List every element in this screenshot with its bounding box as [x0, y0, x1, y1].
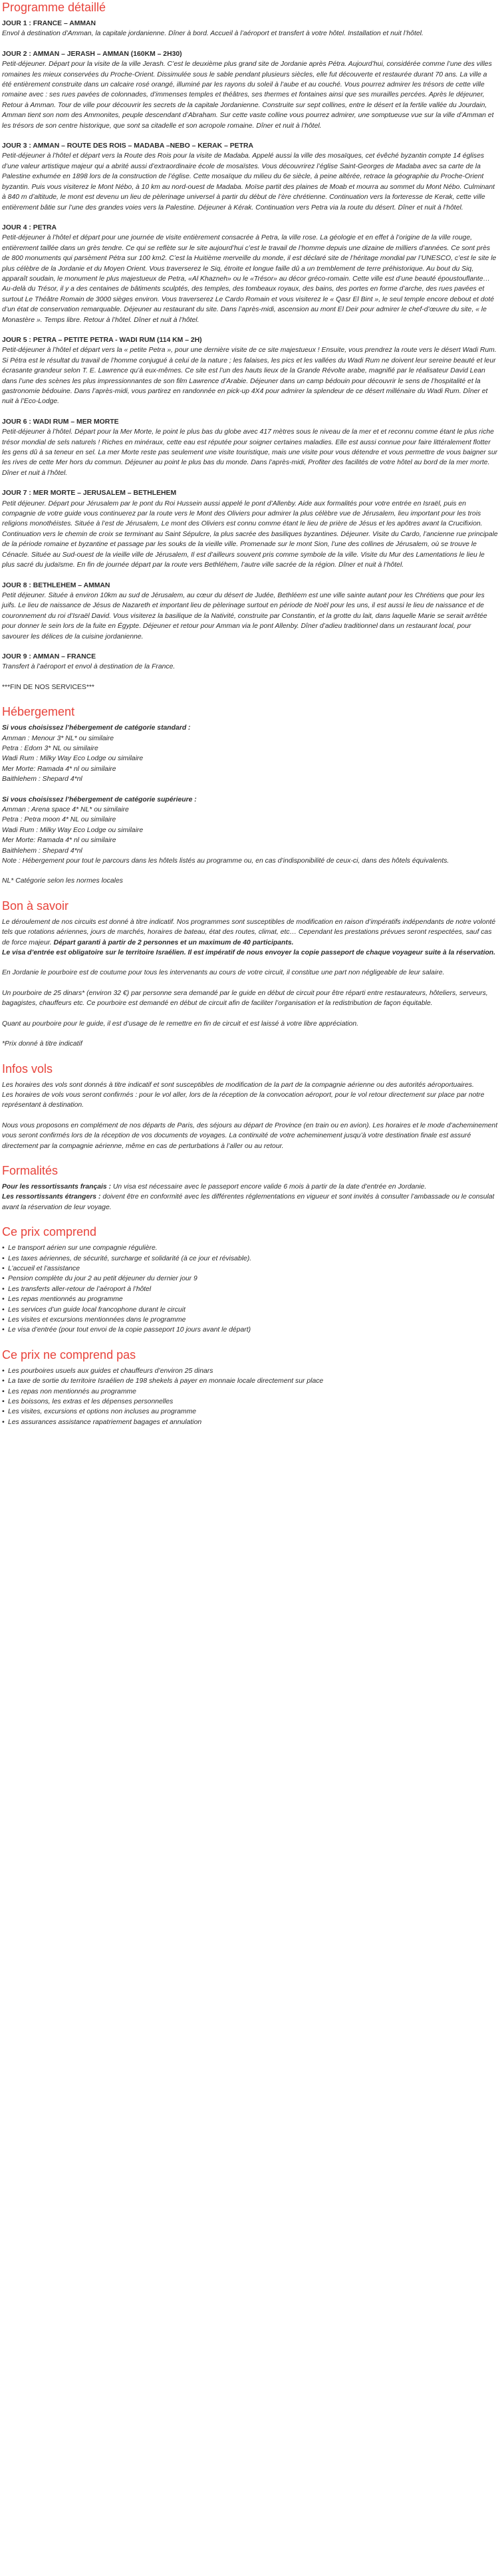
- day-description: Transfert à l’aéroport et envol à destination de la France.: [2, 663, 176, 671]
- hebergement-section: [2, 704, 498, 887]
- day-block: [2, 488, 498, 570]
- infos-vols-section: [2, 1062, 498, 1151]
- list-item: • Les assurances assistance rapatriement bagages et annulation: [2, 1417, 498, 1427]
- formalites-title: Formalités: [2, 1163, 59, 1177]
- day-description: Petit-déjeuner à l’hôtel et départ vers la Route des Rois pour la visite de Madaba. Appelé aussi la ville des mosaïques, cet évêché byzantin compte 14 églises d’une valeur artistique majeur qui a abrité aussi d’extraordinaire école de mosaïstes. Vous découvrirez l’église Saint-Georges de Madaba avec sa carte de la Palestine exhumée en 1898 lors de la construction de l’église. Cette mosaïque du milieu du 6e siècle, à peine altérée, retrace la géographie du Proche-Orient byzantin. Puis vous visiterez le Mont Nébo, à 10 km au nord-ouest de Madaba. Moïse partit des plaines de Moab et mourra au sommet du Mont Nébo. Culminant à 840 m d’altitude, le mont est devenu un lieu de pèlerinage universel à partir du début de l’ère chrétienne. Continuation vers la forteresse de Kerak, cette ville entièrement bâtie sur l’une des grandes voies vers la Palestine. Déjeuner à Kérak. Continuation vers Petra via la route du désert. Dîner et nuit à l’hôtel.: [2, 152, 495, 212]
- day-title: JOUR 1 : FRANCE – AMMAN: [2, 20, 96, 27]
- bon-savoir-p2: En Jordanie le pourboire est de coutume pour tous les intervenants au cours de votre circuit, il constitue une part non négligeable de leur salaire.: [2, 969, 445, 977]
- day-description: Petit-déjeuner à l’hôtel. Départ pour la Mer Morte, le point le plus bas du globe avec 417 mètres sous le niveau de la mer et et reconnu comme étant le plus riche trésor mondial de sels naturels ! Riches en minéraux, cette eau est réputée pour soigner certaines maladies. Elle est aussi connue pour faire littéralement flotter les gens dû à sa teneur en sel. La mer Morte reste pas seulement une visite touristique, mais une visite pour vous détendre et vous permettre de vous baigner sur les rives de cette Mer hors du commun. Déjeuner au point le plus bas du monde. Dans l’après-midi, Profiter des facilités de votre hôtel au bord de la mer morte. Dîner et nuit à l’hôtel.: [2, 428, 498, 477]
- formalites-etrangers-text: doivent être en conformité avec les différentes réglementations en vigueur et sont invités à consulter l’ambassade ou le consulat avant la réservation de leur voyage.: [2, 1193, 495, 1211]
- hotel-line: Amman : Arena space 4* NL* ou similaire: [2, 806, 129, 813]
- day-description: Petit déjeuner. Située à environ 10km au sud de Jérusalem, au cœur du désert de Judée, Bethléem est une ville sainte autant pour les Chrétiens que pour les juifs. Le lieu de naissance de Jésus de Nazareth et important lieu de pèlerinage surtout en période de Noël pour les uns, il est aussi le lieu de naissance et de couronnement du roi d’Israël David. Vous visiterez la basilique de la Nativité, construite par Constantin, et la grotte du lait, dans laquelle Marie se serait arrêtée pour donner le sein lors de la fuite en Égypte. Déjeuner et retour pour Amman via le pont Allenby. Dîner d’adieu traditionnel dans un restaurant local, pour savourer les délices de la cuisine jordanienne.: [2, 591, 487, 641]
- hebergement-note: Note : Hébergement pour tout le parcours dans les hôtels listés au programme ou, en cas d’indisponibilité de ceux-ci, dans des hôtels équivalents.: [2, 857, 449, 865]
- formalites-francais-text: Un visa est nécessaire avec le passeport encore valide 6 mois à partir de la date d’entrée en Jordanie.: [112, 1183, 427, 1191]
- infos-vols-p2: Nous vous proposons en complément de nos départs de Paris, des séjours au départ de Province (en train ou en avion). Les horaires et le mode d’acheminement vous seront confirmés lors de la réception de vos documents de voyages. La continuité de votre acheminement jusqu’à votre destination finale est assuré directement par la compagnie aérienne, même en cas de perturbations à l’aller ou au retour.: [2, 1121, 498, 1150]
- programme-title: Programme détaillé: [2, 1, 106, 14]
- hotel-line: Petra : Petra moon 4* NL ou similaire: [2, 816, 116, 824]
- list-item: • Les visites, excursions et options non incluses au programme: [2, 1407, 498, 1417]
- formalites-francais-label: Pour les ressortissants français :: [2, 1183, 112, 1191]
- ne-comprend-list: [2, 1366, 498, 1427]
- day-block: [2, 49, 498, 131]
- list-item: • Les repas mentionnés au programme: [2, 1294, 498, 1304]
- hotel-line: Wadi Rum : Milky Way Eco Lodge ou similaire: [2, 755, 144, 763]
- infos-vols-p1b: Les horaires de vols vous seront confirmés : pour le vol aller, lors de la réception de la convocation aéroport, pour le vol retour directement sur place par notre représentant à destination.: [2, 1091, 485, 1109]
- bon-savoir-p5: *Prix donné à titre indicatif: [2, 1040, 82, 1048]
- superieure-title: Si vous choisissez l’hébergement de catégorie supérieure :: [2, 795, 197, 803]
- ne-comprend-title: Ce prix ne comprend pas: [2, 1348, 136, 1361]
- list-item: • Les visites et excursions mentionnées dans le programme: [2, 1315, 498, 1325]
- nl-note: NL* Catégorie selon les normes locales: [2, 877, 123, 885]
- list-item: • Le transport aérien sur une compagnie régulière.: [2, 1243, 498, 1253]
- infos-vols-p1: [2, 1080, 498, 1111]
- comprend-list: [2, 1243, 498, 1336]
- list-item: • L’accueil et l’assistance: [2, 1264, 498, 1274]
- bon-savoir-intro: [2, 917, 498, 958]
- list-item: • La taxe de sortie du territoire Israélien de 198 shekels à payer en monnaie locale directement sur place: [2, 1376, 498, 1386]
- list-item: • Les repas non mentionnés au programme: [2, 1387, 498, 1397]
- day-description: Petit-déjeuner à l’hôtel et départ pour une journée de visite entièrement consacrée à Petra, la ville rose. La géologie et en effet à l’origine de la ville rouge, entièrement taillée dans un grès tendre. Ce qui se reflète sur le site aujourd’hui c’est le travail de l’homme depuis une dizaine de milliers d’années. Ce sont près de 800 monuments qui parsèment Pétra sur 100 km2. C’est la Huitième merveille du monde, il est déclaré site de l’héritage mondial par l’UNESCO, c’est le site le plus célèbre de la Jordanie et du Moyen Orient. Vous traverserez le Siq, étroite et longue faille dû a un tremblement de terre préhistorique. Au bout du Siq, apparaît soudain, le monument le plus majestueux de Petra, «Al Khazneh» ou le «Trésor» au décor gréco-romain. Cette ville est d’une beauté époustouflante… Au-delà du Trésor, il y a des centaines de bâtiments sculptés, des temples, des tombeaux royaux, des bains, des portes en forme d’arche, des rues pavées et surtout Le Théâtre Romain de 3000 sièges environ. Vous traverserez Le Cardo Romain et vous visiterez le « Qasr El Bint », le seul temple encore debout et doté d’un état de conservation remarquable. Déjeuner au restaurant du site. Dans l’après-midi, ascension au mont El Deir pour admirer le chef-d’œuvre du site, « le Monastère ». Temps libre. Retour à l’hôtel. Dîner et nuit à l’hôtel.: [2, 234, 497, 324]
- list-item: • Les pourboires usuels aux guides et chauffeurs d’environ 25 dinars: [2, 1366, 498, 1376]
- day-title: JOUR 5 : PETRA – PETITE PETRA - WADI RUM (114 KM – 2H): [2, 336, 202, 344]
- day-description: Envol à destination d’Amman, la capitale jordanienne. Dîner à bord. Accueil à l’aéroport et transfert à votre hôtel. Installation et nuit l’hôtel.: [2, 30, 424, 38]
- day-title: JOUR 6 : WADI RUM – MER MORTE: [2, 418, 119, 426]
- end-of-services: ***FIN DE NOS SERVICES***: [2, 683, 94, 691]
- day-title: JOUR 8 : BETHLEHEM – AMMAN: [2, 581, 110, 589]
- list-item: • Pension complète du jour 2 au petit déjeuner du dernier jour 9: [2, 1274, 498, 1284]
- hotel-line: Baithlehem : Shepard 4*nl: [2, 776, 82, 784]
- hotel-line: Wadi Rum : Milky Way Eco Lodge ou similaire: [2, 826, 144, 834]
- programme-section: [2, 0, 498, 692]
- day-description: Petit-déjeuner. Départ pour la visite de la ville Jerash. C’est le deuxième plus grand site de Jordanie après Pétra. Aujourd’hui, considérée comme l’une des villes romaines les mieux conservées du Proche-Orient. Dissimulée sous le sable pendant plusieurs siècles, elle fut découverte et restaurée durant 70 ans. La ville a été entièrement construite dans un calcaire rosé orangé, illuminé par les rayons du soleil à l’aube et au couché. Vous pourrez admirer les trésors de cette ville romaine avec : ses rues pavées de colonnades, d’immenses temples et théâtres, ses thermes et fontaines ainsi que ses murailles percées. Après le déjeuner, Retour à Amman. Tour de ville pour découvrir les secrets de la capitale Jordanienne. Construite sur sept collines, entre le désert et la fertile vallée du Jourdain, Amman tient son nom des Ammonites, peuple descendant d’Abraham. Sur cette vaste colline vous pourrez admirer, une somptueuse vue sur la ville d’Amman et les trésors de son centre historique, que sont sa citadelle et son acropole romaine. Dîner et nuit à l’hôtel.: [2, 61, 494, 130]
- infos-vols-p1a: Les horaires des vols sont donnés à titre indicatif et sont susceptibles de modification de la part de la compagnie aérienne ou des autorités aéroportuaires.: [2, 1081, 474, 1089]
- list-item: • Les taxes aériennes, de sécurité, surcharge et solidarité (à ce jour et révisable).: [2, 1254, 498, 1264]
- standard-block: [2, 723, 498, 784]
- list-item: • Les services d’un guide local francophone durant le circuit: [2, 1305, 498, 1315]
- bon-savoir-p4: Quant au pourboire pour le guide, il est d’usage de le remettre en fin de circuit et est laissé à votre libre appréciation.: [2, 1020, 359, 1028]
- infos-vols-title: Infos vols: [2, 1062, 53, 1075]
- hotel-line: Petra : Edom 3* NL ou similaire: [2, 744, 98, 752]
- hotel-line: Mer Morte: Ramada 4* nl ou similaire: [2, 837, 116, 845]
- day-description: Petit déjeuner. Départ pour Jérusalem par le pont du Roi Hussein aussi appelé le pont d’Allenby. Aide aux formalités pour votre entrée en Israël, puis en compagnie de votre guide vous continuerez par la route vers le Mont des Oliviers pour admirer la plus célèbre vue de Jérusalem, lieu important pour les trois religions monothéistes. Située à l’est de Jérusalem, Le mont des Oliviers est connu comme étant le lieu de prière de Jésus et les apôtres avant la Crucifixion. Continuation vers le chemin de croix se terminant au Saint Sépulcre, la plus sacrée des basiliques byzantines. Déjeuner. Visite du Cardo, l’ancienne rue principale de la période romaine et byzantine et passage par les souks de la vieille ville. Promenade sur le mont Sion, l’une des collines de Jérusalem, où se trouve le Cénacle. Située au Sud-ouest de la vieille ville de Jérusalem, Il est d’ailleurs souvent pris comme symbole de la ville. Visite du Mur des Lamentations le lieu le plus sacré du judaïsme. En fin de journée départ par la route vers Bethléhem, l’autre ville sacrée de la région. Dîner et nuit à l’hôtel.: [2, 500, 498, 569]
- day-block: [2, 19, 498, 39]
- standard-title: Si vous choisissez l’hébergement de catégorie standard :: [2, 724, 191, 732]
- superieure-block: [2, 795, 498, 867]
- day-block: [2, 652, 498, 672]
- day-block: [2, 141, 498, 213]
- day-title: JOUR 4 : PETRA: [2, 223, 57, 231]
- day-title: JOUR 7 : MER MORTE – JERUSALEM – BETHLEHEM: [2, 490, 177, 498]
- depart-garanti: Départ garanti à partir de 2 personnes et un maximum de 40 participants.: [53, 938, 294, 946]
- comprend-section: [2, 1224, 498, 1336]
- hotel-line: Mer Morte: Ramada 4* nl ou similaire: [2, 765, 116, 773]
- formalites-text: [2, 1182, 498, 1213]
- hotel-line: Amman : Menour 3* NL* ou similaire: [2, 734, 114, 742]
- programme-days: [2, 19, 498, 672]
- comprend-title: Ce prix comprend: [2, 1225, 97, 1239]
- standard-hotel-list: [2, 734, 498, 785]
- superieure-hotel-list: [2, 805, 498, 856]
- formalites-etrangers-label: Les ressortissants étrangers :: [2, 1193, 101, 1201]
- day-description: Petit-déjeuner à l’hôtel et départ vers la « petite Petra », pour une dernière visite de ce site majestueux ! Ensuite, vous prendrez la route vers le désert Wadi Rum. Si Pétra est le résultat du travail de l’homme conjugué à celui de la nature ; les falaises, les pics et les vallées du Wadi Rum ne doivent leur sereine beauté et leur écrasante grandeur selon T. E. Lawrence qu’à eux-mêmes. Ce site est l’un des hauts lieux de la Grande Révolte arabe, magnifié par le réalisateur David Lean dans l’une des scènes les plus impressionnantes de son film Lawrence d’Arabie. Déjeuner dans un camp bédouin pour découvrir le sens de l’hospitalité et la gastronomie bédouine. Dans l’après-midi, vous partirez en randonnée en pick-up 4X4 pour admirer la splendeur de ce désert millénaire du Wadi Rum. Dîner et nuit à l’Eco-Lodge.: [2, 347, 497, 406]
- list-item: • Le visa d’entrée (pour tout envoi de la copie passeport 10 jours avant le départ): [2, 1325, 498, 1335]
- day-block: [2, 335, 498, 407]
- day-block: [2, 581, 498, 642]
- bon-savoir-p1: Le déroulement de nos circuits est donné à titre indicatif. Nos programmes sont susceptibles de modification en raison d’impératifs indépendants de notre volonté tels que rotations aériennes, jours de marchés, horaires de bateau, état des routes, climat, etc… Cependant les prestations prévues seront respectées, sauf cas de force majeur.: [2, 918, 496, 946]
- day-title: JOUR 3 : AMMAN – ROUTE DES ROIS – MADABA –NEBO – KERAK – PETRA: [2, 142, 253, 150]
- list-item: • Les boissons, les extras et les dépenses personnelles: [2, 1397, 498, 1407]
- day-block: [2, 223, 498, 325]
- ne-comprend-section: [2, 1348, 498, 1427]
- formalites-section: [2, 1163, 498, 1213]
- bon-savoir-section: [2, 899, 498, 1050]
- list-item: • Les transferts aller-retour de l’aéroport à l’hôtel: [2, 1284, 498, 1294]
- day-title: JOUR 2 : AMMAN – JERASH – AMMAN (160KM – 2H30): [2, 50, 182, 58]
- day-block: [2, 417, 498, 478]
- hebergement-title: Hébergement: [2, 705, 75, 719]
- visa-obligatoire: Le visa d’entrée est obligatoire sur le territoire Israélien. Il est impératif de nous envoyer la copie passeport de chaque voyageur suite à la réservation.: [2, 949, 496, 957]
- bon-savoir-p3: Un pourboire de 25 dinars* (environ 32 €) par personne sera demandé par le guide en début de circuit pour être réparti entre restaurateurs, hôteliers, serveurs, bagagistes, chauffeurs etc. Ce pourboire est demandé en début de circuit afin de faciliter l’organisation et la redistribution de façon équitable.: [2, 989, 488, 1008]
- day-title: JOUR 9 : AMMAN – FRANCE: [2, 652, 96, 660]
- bon-savoir-title: Bon à savoir: [2, 899, 69, 913]
- hotel-line: Baithlehem : Shepard 4*nl: [2, 847, 82, 855]
